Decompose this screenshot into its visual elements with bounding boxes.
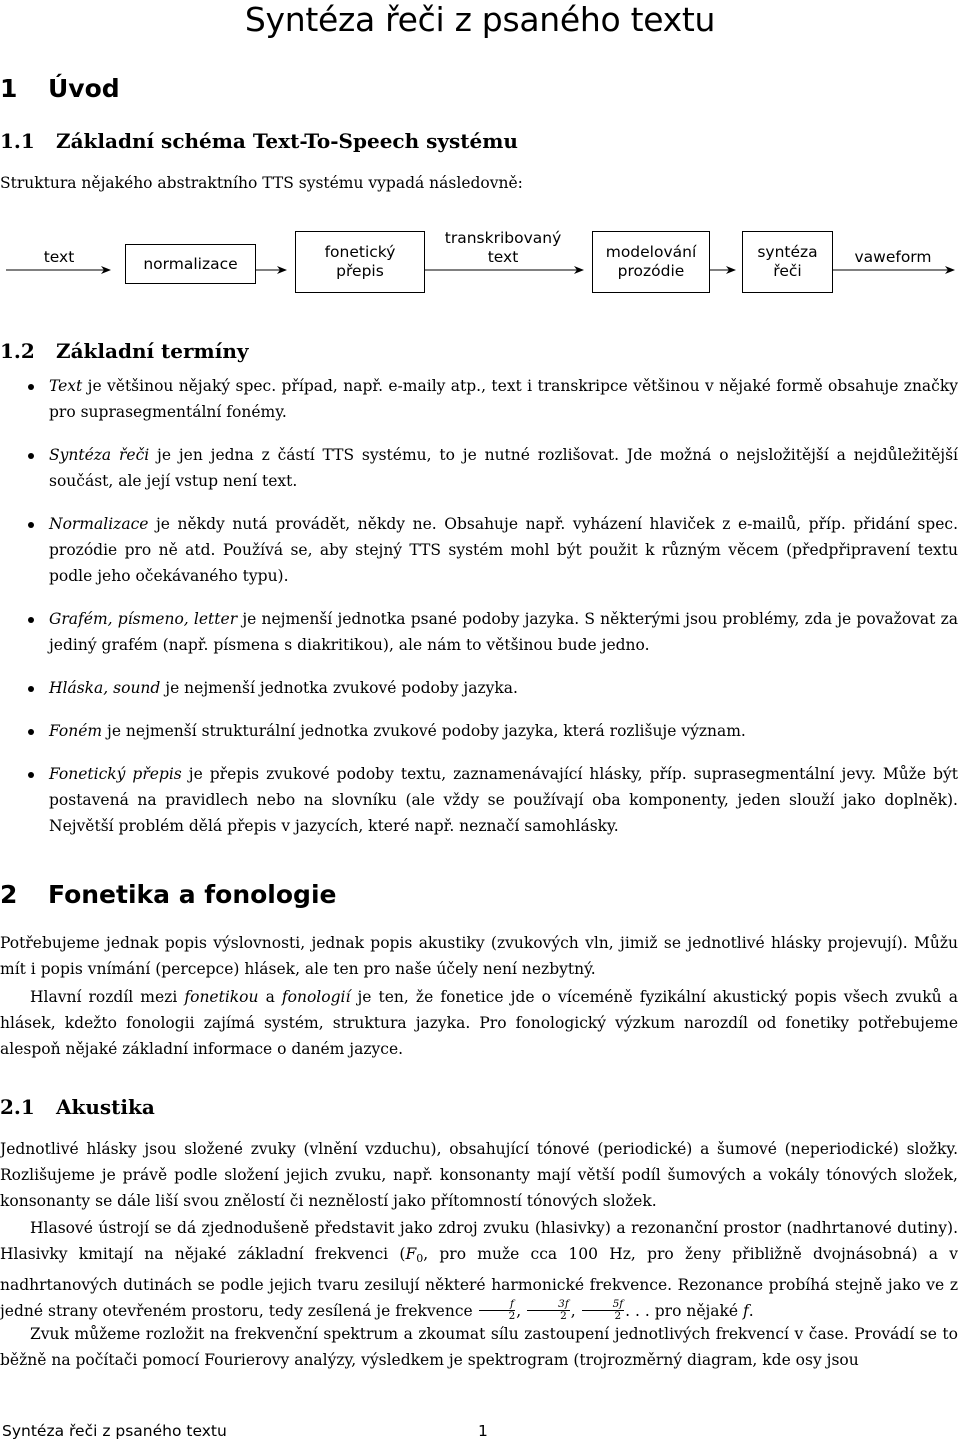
section-heading-2: [0, 880, 336, 910]
term: Foném: [49, 722, 103, 740]
box-label: normalizace: [143, 254, 238, 273]
term-description: je přepis zvukové podoby textu, zaznamenávající hlásky, příp. suprasegmentální jevy. Může být postavená na pravidlech nebo na slovníku (ale vždy se používají oba komponenty, jeden slouží jako doplněk). Největší problém dělá přepis v jazycích, které např. neznačí samohlásky.: [49, 765, 958, 835]
box-label-line2: přepis: [336, 262, 384, 280]
term-description: je nejmenší jednotka zvukové podoby jazyka.: [160, 679, 518, 697]
box-label-line1: modelování: [605, 243, 697, 261]
bullet-icon: [28, 384, 34, 390]
page-title: Syntéza řeči z psaného textu: [244, 0, 716, 39]
bullet-icon: [28, 522, 34, 528]
bullet-icon: [28, 729, 34, 735]
mid-label-line2: text: [487, 248, 519, 266]
section-2-1-paragraph-2: Hlasové ústrojí se dá zjednodušeně představit jako zdroj zvuku (hlasivky) a rezonanční prostor (nadhrtanové dutiny). Hlasivky kmitají na nějaké základní frekvenci ($F_0$, pro muže cca 100 Hz, pro ženy přibližně dvojnásobná) a v nadhrtanových dutinách se podle jejich tvaru zesilují některé harmonické frekvence. Rezonance probíhá stejně jako ve z jedné strany otevřeném prostoru, tedy zesílená je frekvence $\frac{f}{2}$ , $\frac{3f}{2}$ , $\frac{5f}{2}$ . . . pro nějaké f.: [0, 1219, 958, 1322]
subsection-title: Akustika: [56, 1095, 155, 1119]
list-item: [0, 718, 958, 744]
section-2-paragraph-1: Potřebujeme jednak popis výslovnosti, jednak popis akustiky (zvukových vln, jimiž se jednotlivé hlásky projevují). Můžu mít i popis vnímání (percepce) hlásek, ale ten pro naše účely není nezbytný.: [0, 934, 958, 978]
subsection-number: 1.2: [0, 339, 35, 363]
term: Grafém, písmeno, letter: [49, 610, 238, 628]
page-number: 1: [478, 1422, 488, 1440]
intro-paragraph: Struktura nějakého abstraktního TTS systému vypadá následovně:: [0, 174, 523, 192]
box-label-line1: syntéza: [757, 243, 818, 261]
subsection-title: Základní termíny: [56, 339, 249, 363]
list-item: [0, 606, 958, 658]
term: Hláska, sound: [49, 679, 161, 697]
diagram-box-foneticky-prepis: [295, 231, 425, 293]
mid-label-line1: transkribovaný: [444, 229, 562, 247]
list-item: [0, 675, 958, 701]
fraction-3: $\frac{5f}{2}$: [582, 1299, 625, 1322]
box-label-line2: řeči: [773, 262, 802, 280]
term-description: je nejmenší jednotka psané podoby jazyka. S některými jsou problémy, zda je považovat za jediný grafém (např. písmena s diakritikou), ale nám to většinou bude jedno.: [49, 610, 958, 654]
bullet-icon: [28, 772, 34, 778]
symbol-f: f: [743, 1302, 749, 1320]
symbol-F: F: [405, 1245, 417, 1263]
fraction-1: $\frac{f}{2}$: [479, 1299, 516, 1322]
list-item: [0, 511, 958, 589]
terms-list: [0, 373, 958, 856]
subsection-heading-2-1: [0, 1094, 155, 1120]
box-label-line1: fonetický: [324, 243, 396, 261]
list-item: [0, 373, 958, 425]
term: Text: [49, 377, 83, 395]
bullet-icon: [28, 617, 34, 623]
subsection-number: 2.1: [0, 1095, 35, 1119]
term-description: je jen jedna z částí TTS systému, to je nutné rozlišovat. Jde možná o nejsložitější a nejdůležitější součást, ale její vstup není text.: [49, 446, 958, 490]
diagram-box-synteza-reci: [742, 231, 833, 293]
term: Normalizace: [49, 515, 149, 533]
diagram-mid-label: [433, 229, 573, 267]
term-description: je nejmenší strukturální jednotka zvukové podoby jazyka, která rozlišuje význam.: [102, 722, 746, 740]
diagram-output-label: vaweform: [854, 248, 932, 266]
box-label-line2: prozódie: [617, 262, 685, 280]
bullet-icon: [28, 686, 34, 692]
section-2-1-paragraph-3: Zvuk můžeme rozložit na frekvenční spektrum a zkoumat sílu zastoupení jednotlivých frekvencí v čase. Provádí se to běžně na počítači pomocí Fourierovy analýzy, výsledkem je spektrogram (trojrozměrný diagram, kde osy jsou: [0, 1325, 958, 1369]
tts-pipeline-diagram: [0, 222, 960, 300]
list-item: [0, 761, 958, 839]
bullet-icon: [28, 453, 34, 459]
term-fonetika: fonetikou: [184, 988, 259, 1006]
section-number: 2: [0, 880, 18, 909]
symbol-subscript: 0: [416, 1252, 424, 1265]
section-2-1-paragraph-1: Jednotlivé hlásky jsou složené zvuky (vlnění vzduchu), obsahující tónové (periodické) a šumové (neperiodické) složky. Rozlišujeme je právě podle složení jejich zvuku, např. konsonanty mají větší podíl šumových a vokály tónových složek, konsonanty se dále liší svou znělostí či neznělostí jako přítomností tónových složek.: [0, 1140, 958, 1210]
subsection-heading-1-1: [0, 128, 518, 154]
subsection-number: 1.1: [0, 129, 35, 153]
diagram-box-normalizace: [125, 244, 256, 284]
fraction-2: $\frac{3f}{2}$: [527, 1299, 570, 1322]
diagram-input-label: text: [43, 248, 75, 266]
diagram-box-modelovani-prozodie: [592, 231, 710, 293]
section-2-paragraph-2: Hlavní rozdíl mezi fonetikou a fonologií je ten, že fonetice jde o víceméně fyzikální akustický popis všech zvuků a hlásek, kdežto fonologii zajímá systém, struktura jazyka. Pro fonologický výzkum narozdíl od fonetiky potřebujeme alespoň nějaké základní informace o daném jazyce.: [0, 988, 958, 1058]
section-heading-1: [0, 74, 120, 104]
list-item: [0, 442, 958, 494]
subsection-heading-1-2: [0, 338, 248, 364]
footer-title: Syntéza řeči z psaného textu: [2, 1422, 227, 1440]
term: Fonetický přepis: [49, 765, 182, 783]
term-description: je někdy nutá provádět, někdy ne. Obsahuje např. vyházení hlaviček z e-mailů, příp. přidání spec. prozódie pro ně atd. Používá se, aby stejný TTS systém mohl být použit k různým věcem (předpřipravení textu podle jeho očekávaného typu).: [49, 515, 958, 585]
section-number: 1: [0, 74, 18, 103]
term-fonologie: fonologií: [281, 988, 351, 1006]
page-footer: [2, 1421, 488, 1441]
term-description: je většinou nějaký spec. případ, např. e-maily atp., text i transkripce většinou v nějaké formě obsahuje značky pro suprasegmentální fonémy.: [49, 377, 958, 421]
section-title: Fonetika a fonologie: [48, 880, 337, 909]
subsection-title: Základní schéma Text-To-Speech systému: [56, 129, 518, 153]
section-title: Úvod: [48, 74, 120, 103]
term: Syntéza řeči: [49, 446, 150, 464]
